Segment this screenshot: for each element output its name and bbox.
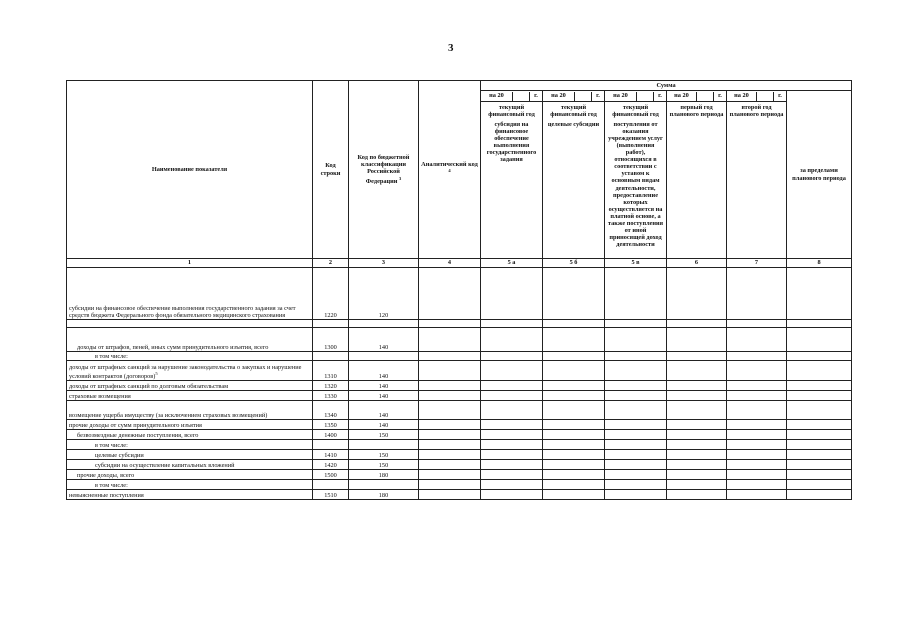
table-row [67,391,852,401]
value-cell[interactable] [481,450,543,460]
value-cell[interactable] [543,440,605,450]
column-number: 5 а [481,259,543,268]
value-cell[interactable] [481,440,543,450]
column-number: 2 [313,259,349,268]
row-name [67,320,313,328]
value-cell[interactable] [667,490,727,500]
row-name: прочие доходы, всего [67,470,313,480]
value-cell[interactable] [727,490,787,500]
column-number: 7 [727,259,787,268]
subheader-7: второй год планового периода [727,102,787,259]
value-cell[interactable] [543,480,605,490]
value-cell[interactable] [667,361,727,381]
value-cell[interactable] [667,320,727,328]
value-cell[interactable] [481,352,543,361]
value-cell[interactable] [419,320,481,328]
value-cell[interactable] [787,420,852,430]
row-budget-code [349,480,419,490]
value-cell[interactable] [727,268,787,320]
value-cell[interactable] [481,430,543,440]
column-number: 3 [349,259,419,268]
value-cell[interactable] [727,401,787,420]
column-number: 6 [667,259,727,268]
value-cell[interactable] [667,470,727,480]
value-cell[interactable] [543,391,605,401]
value-cell[interactable] [727,470,787,480]
table-row [67,480,852,490]
header-line-code: Код строки [313,81,349,259]
row-name: доходы от штрафов, пеней, иных сумм принудительного изъятия, всего [67,328,313,352]
row-budget-code: 120 [349,268,419,320]
value-cell[interactable] [787,361,852,381]
row-name: страховые возмещения [67,391,313,401]
period-cell-5v: на 20 г. [605,91,667,102]
value-cell[interactable] [787,470,852,480]
value-cell[interactable] [605,470,667,480]
value-cell[interactable] [727,361,787,381]
row-budget-code: 150 [349,460,419,470]
row-line-code: 1400 [313,430,349,440]
value-cell[interactable] [605,440,667,450]
value-cell[interactable] [787,490,852,500]
value-cell[interactable] [605,480,667,490]
value-cell[interactable] [605,328,667,352]
table-row [67,460,852,470]
value-cell[interactable] [543,320,605,328]
value-cell[interactable] [419,450,481,460]
period-cell-7: на 20 г. [727,91,787,102]
value-cell[interactable] [543,450,605,460]
row-line-code: 1410 [313,450,349,460]
value-cell[interactable] [605,320,667,328]
value-cell[interactable] [605,490,667,500]
value-cell[interactable] [481,490,543,500]
row-name: в том числе: [67,440,313,450]
value-cell[interactable] [419,381,481,391]
value-cell[interactable] [605,268,667,320]
table-row [67,420,852,430]
value-cell[interactable] [543,420,605,430]
value-cell[interactable] [543,490,605,500]
value-cell[interactable] [727,320,787,328]
column-number: 8 [787,259,852,268]
header-name: Наименование показателя [67,81,313,259]
value-cell[interactable] [419,490,481,500]
value-cell[interactable] [667,352,727,361]
value-cell[interactable] [419,361,481,381]
subheader-5v: текущий финансовый год поступления от оказания учреждением услуг (выполнения работ), относящихся в соответствии с уставом к основным видам деятельности, предоставление которых осуществляется на платной основе, а также поступления от иной приносящей доход деятельности [605,102,667,259]
row-line-code: 1320 [313,381,349,391]
row-line-code: 1420 [313,460,349,470]
row-budget-code: 140 [349,391,419,401]
value-cell[interactable] [727,420,787,430]
row-budget-code: 180 [349,470,419,480]
table-row [67,450,852,460]
value-cell[interactable] [419,430,481,440]
period-cell-5a: на 20 г. [481,91,543,102]
value-cell[interactable] [605,420,667,430]
value-cell[interactable] [787,381,852,391]
row-line-code: 1340 [313,401,349,420]
value-cell[interactable] [419,460,481,470]
column-numbers-row [67,259,852,268]
column-number: 1 [67,259,313,268]
table-row [67,401,852,420]
table-row [67,490,852,500]
row-line-code [313,352,349,361]
row-line-code: 1510 [313,490,349,500]
value-cell[interactable] [787,352,852,361]
value-cell[interactable] [543,470,605,480]
value-cell[interactable] [481,381,543,391]
value-cell[interactable] [667,391,727,401]
table-row [67,381,852,391]
header-budget-code: Код по бюджетной классификации Российской Федерации $^3$ [349,81,419,259]
row-budget-code: 150 [349,450,419,460]
table-row [67,320,852,328]
table-row [67,352,852,361]
value-cell[interactable] [787,401,852,420]
value-cell[interactable] [667,480,727,490]
row-name: субсидии на осуществление капитальных вложений [67,460,313,470]
value-cell[interactable] [543,361,605,381]
row-budget-code [349,352,419,361]
value-cell[interactable] [543,268,605,320]
plan-table [66,80,852,500]
value-cell[interactable] [727,460,787,470]
value-cell[interactable] [605,391,667,401]
row-line-code: 1310 [313,361,349,381]
column-number: 4 [419,259,481,268]
value-cell[interactable] [543,401,605,420]
row-budget-code: 140 [349,381,419,391]
row-line-code [313,320,349,328]
row-line-code: 1300 [313,328,349,352]
period-cell-6: на 20 г. [667,91,727,102]
value-cell[interactable] [727,328,787,352]
value-cell[interactable] [605,361,667,381]
row-line-code: 1500 [313,470,349,480]
row-line-code: 1220 [313,268,349,320]
value-cell[interactable] [481,320,543,328]
table-row [67,440,852,450]
row-budget-code: 150 [349,430,419,440]
value-cell[interactable] [481,401,543,420]
value-cell[interactable] [667,420,727,430]
value-cell[interactable] [605,401,667,420]
value-cell[interactable] [419,328,481,352]
value-cell[interactable] [419,440,481,450]
subheader-6: первый год планового периода [667,102,727,259]
table-row [67,470,852,480]
table-row [67,361,852,381]
row-name: прочие доходы от сумм принудительного изъятия [67,420,313,430]
table-row [67,430,852,440]
row-name: доходы от штрафных санкций за нарушение законодательства о закупках и нарушение условий контрактов (договоров)$^5$ [67,361,313,381]
row-budget-code: 140 [349,420,419,430]
value-cell[interactable] [667,450,727,460]
subheader-5a: текущий финансовый год субсидия на финансовое обеспечение выполнения государственного задания [481,102,543,259]
value-cell[interactable] [419,401,481,420]
row-name: целевые субсидии [67,450,313,460]
period-cell-5b: на 20 г. [543,91,605,102]
value-cell[interactable] [543,430,605,440]
value-cell[interactable] [419,420,481,430]
row-name: в том числе: [67,352,313,361]
row-line-code [313,440,349,450]
value-cell[interactable] [605,430,667,440]
value-cell[interactable] [605,352,667,361]
value-cell[interactable] [667,460,727,470]
value-cell[interactable] [419,268,481,320]
value-cell[interactable] [543,352,605,361]
value-cell[interactable] [727,381,787,391]
value-cell[interactable] [481,460,543,470]
header-analytic-code: Аналитический код $^4$ [419,81,481,259]
value-cell[interactable] [481,328,543,352]
value-cell[interactable] [787,440,852,450]
value-cell[interactable] [787,320,852,328]
value-cell[interactable] [727,450,787,460]
value-cell[interactable] [667,430,727,440]
subheader-5b: текущий финансовый год целевые субсидии [543,102,605,259]
header-beyond-period: за пределами планового периода [787,91,852,259]
value-cell[interactable] [787,480,852,490]
value-cell[interactable] [667,381,727,391]
header-sum: Сумма [481,81,852,91]
row-name: в том числе: [67,480,313,490]
value-cell[interactable] [419,480,481,490]
row-budget-code [349,320,419,328]
column-number: 5 в [605,259,667,268]
row-budget-code: 140 [349,401,419,420]
value-cell[interactable] [667,328,727,352]
row-name: безвозмездные денежные поступления, всего [67,430,313,440]
row-budget-code [349,440,419,450]
value-cell[interactable] [667,268,727,320]
value-cell[interactable] [481,391,543,401]
page-number: 3 [448,42,454,54]
value-cell[interactable] [605,460,667,470]
value-cell[interactable] [787,460,852,470]
value-cell[interactable] [543,381,605,391]
value-cell[interactable] [727,480,787,490]
row-line-code [313,480,349,490]
value-cell[interactable] [419,470,481,480]
value-cell[interactable] [481,420,543,430]
row-line-code: 1330 [313,391,349,401]
value-cell[interactable] [727,391,787,401]
value-cell[interactable] [419,352,481,361]
value-cell[interactable] [727,440,787,450]
value-cell[interactable] [419,391,481,401]
value-cell[interactable] [605,381,667,391]
value-cell[interactable] [727,430,787,440]
column-number: 5 б [543,259,605,268]
value-cell[interactable] [667,440,727,450]
value-cell[interactable] [543,460,605,470]
value-cell[interactable] [727,352,787,361]
row-name: субсидии на финансовое обеспечение выполнения государственного задания за счет средств бюджета Федерального фонда обязательного медицинского страхования [67,268,313,320]
value-cell[interactable] [543,328,605,352]
table-row [67,268,852,320]
value-cell[interactable] [787,391,852,401]
value-cell[interactable] [787,430,852,440]
value-cell[interactable] [787,328,852,352]
row-budget-code: 180 [349,490,419,500]
value-cell[interactable] [481,361,543,381]
row-budget-code: 140 [349,361,419,381]
value-cell[interactable] [481,268,543,320]
table-row [67,328,852,352]
value-cell[interactable] [667,401,727,420]
value-cell[interactable] [787,268,852,320]
row-name: доходы от штрафных санкций по долговым обязательствам [67,381,313,391]
value-cell[interactable] [481,470,543,480]
row-name: возмещение ущерба имуществу (за исключением страховых возмещений) [67,401,313,420]
row-budget-code: 140 [349,328,419,352]
row-name: невыясненные поступления [67,490,313,500]
value-cell[interactable] [481,480,543,490]
value-cell[interactable] [787,450,852,460]
value-cell[interactable] [605,450,667,460]
row-line-code: 1350 [313,420,349,430]
